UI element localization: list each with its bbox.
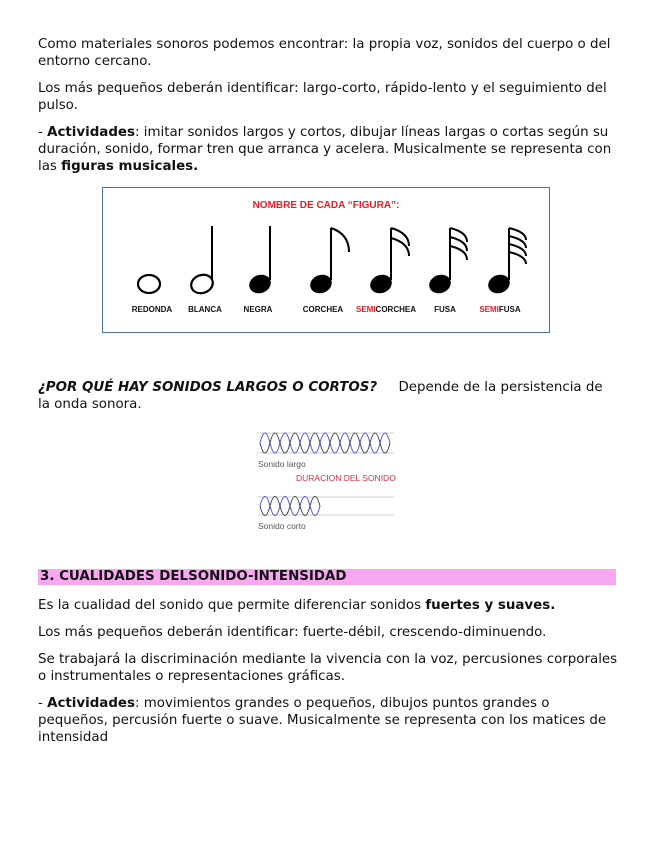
sixteenth-note-icon	[368, 228, 409, 296]
answer-text: Depende de la persistencia de la onda sonora.	[38, 380, 603, 412]
thirty-second-note-icon	[427, 228, 467, 296]
duration-label: DURACION DEL SONIDO	[296, 473, 396, 483]
activities-text: : imitar sonidos largos y cortos, dibujar líneas largas o cortas según su duración, sonido, formar tren que arranca y acelera. Musicalmente se representa con las	[38, 125, 612, 174]
figure-title: NOMBRE DE CADA “FIGURA”:	[252, 200, 400, 211]
activities-label-2: Actividades	[47, 696, 135, 711]
quarter-note-icon	[247, 226, 274, 296]
note-label-corchea: CORCHEA	[302, 305, 344, 314]
half-note-icon	[189, 226, 216, 296]
paragraph-intensity-activities: - Actividades: movimientos grandes o pequeños, dibujos puntos grandes o pequeños, percusión fuerte o suave. Musicalmente se representa con los matices de intensidad	[38, 696, 607, 745]
dash: -	[38, 125, 48, 140]
sound-duration-image	[256, 423, 396, 535]
note-label-semicorchea: SEMICORCHEA	[355, 305, 416, 314]
short-sound-label: Sonido corto	[258, 521, 306, 531]
document-body	[38, 36, 618, 756]
paragraph-identify-duration: Los más pequeños deberán identificar: largo-corto, rápido-lento y el seguimiento del pulso.	[38, 81, 607, 113]
question-text: ¿POR QUÉ HAY SONIDOS LARGOS O CORTOS?	[38, 380, 378, 395]
whole-note-icon	[138, 275, 160, 293]
question-paragraph	[38, 379, 618, 413]
eighth-note-icon	[308, 228, 349, 296]
note-label-semifusa: SEMIFUSA	[479, 305, 521, 314]
musical-figures-image	[102, 187, 550, 333]
paragraph-activities	[38, 124, 618, 175]
note-label-fusa: FUSA	[434, 305, 456, 314]
loud-soft-label: fuertes y suaves.	[425, 598, 556, 613]
note-label-blanca: BLANCA	[188, 305, 222, 314]
sixty-fourth-note-icon	[486, 228, 526, 296]
musical-figures-label: figuras musicales.	[61, 159, 199, 174]
note-label-redonda: REDONDA	[131, 305, 173, 314]
long-sound-label: Sonido largo	[258, 459, 306, 469]
note-label-negra: NEGRA	[243, 305, 273, 314]
section-3-header: 3. CUALIDADES DELSONIDO-INTENSIDAD	[38, 569, 616, 585]
long-sound-wave	[260, 433, 390, 453]
paragraph-intensity-definition: Es la cualidad del sonido que permite diferenciar sonidos fuertes y suaves.	[38, 598, 556, 613]
paragraph-discrimination: Se trabajará la discriminación mediante la vivencia con la voz, percusiones corporales o instrumentales o representaciones gráficas.	[38, 652, 618, 684]
paragraph-materials: Como materiales sonoros podemos encontrar: la propia voz, sonidos del cuerpo o del entorno cercano.	[38, 37, 611, 69]
paragraph-identify-intensity: Los más pequeños deberán identificar: fuerte-débil, crescendo-diminuendo.	[38, 625, 547, 640]
activities-label: Actividades	[47, 125, 135, 140]
